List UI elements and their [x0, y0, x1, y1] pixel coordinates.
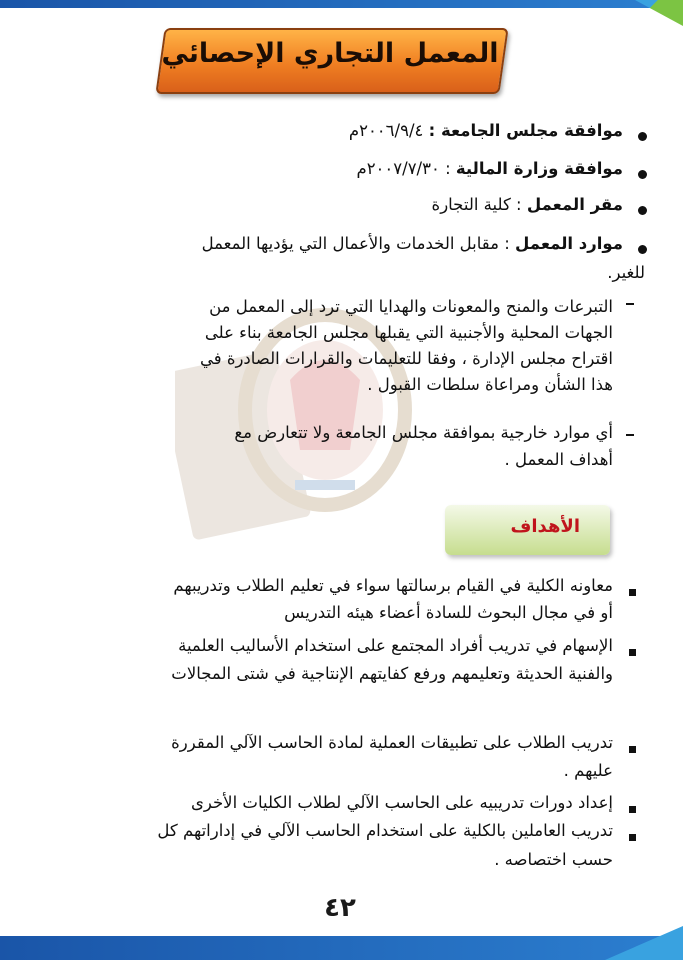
- goal-line: إعداد دورات تدريبيه على الحاسب الآلي لطلاب الكليات الأخرى: [190, 793, 613, 812]
- goal-line: حسب اختصاصه .: [494, 850, 613, 869]
- bullet-dot: [631, 164, 653, 183]
- bullet-square: [621, 798, 643, 817]
- bullet-square: [621, 581, 643, 600]
- goal-line: عليهم .: [563, 761, 613, 780]
- goal-line: الإسهام في تدريب أفراد المجتمع على استخدام الأساليب العلمية: [178, 636, 613, 655]
- bullet-dash: [619, 424, 641, 443]
- resources-sub-line: اقتراح مجلس الإدارة ، وفقا للتعليمات والقرارات الصادرة في: [199, 349, 613, 368]
- bottom-decor-bar: [0, 936, 683, 960]
- bullet-dot: [631, 239, 653, 258]
- goal-line: معاونه الكلية في القيام برسالتها سواء في تعليم الطلاب وتدريبهم: [173, 576, 613, 595]
- lab-location-line: مقر المعمل : كلية التجارة: [431, 195, 623, 214]
- lab-resources-line: موارد المعمل : مقابل الخدمات والأعمال التي يؤديها المعمل: [201, 234, 623, 253]
- lab-resources-cont: للغير.: [607, 263, 645, 282]
- resources-sub-line: الجهات المحلية والأجنبية التي يقبلها مجلس الجامعة بناء على: [204, 323, 613, 342]
- page-number: ٤٢: [324, 893, 356, 923]
- bullet-dash: [619, 293, 641, 312]
- approval-ministry-line: موافقة وزارة المالية : ٢٠٠٧/٧/٣٠م: [356, 159, 623, 178]
- resources-sub-line: التبرعات والمنح والمعونات والهدايا التي ترد إلى المعمل من: [209, 297, 613, 316]
- approval-council-line: موافقة مجلس الجامعة : ٢٠٠٦/٩/٤م: [348, 121, 623, 140]
- bullet-dot: [631, 200, 653, 219]
- goal-line: تدريب الطلاب على تطبيقات العملية لمادة الحاسب الآلي المقررة: [171, 733, 613, 752]
- bullet-dot: [631, 126, 653, 145]
- goal-line: تدريب العاملين بالكلية على استخدام الحاسب الآلي في إداراتهم كل: [157, 821, 613, 840]
- resources-sub-line: أهداف المعمل .: [504, 450, 613, 469]
- bullet-square: [621, 641, 643, 660]
- resources-sub-line: أي موارد خارجية بموافقة مجلس الجامعة ولا تتعارض مع: [234, 423, 613, 442]
- goal-line: أو في مجال البحوث للسادة أعضاء هيئه التدريس: [284, 603, 613, 622]
- page-title: المعمل التجاري الإحصائي: [161, 38, 499, 69]
- bullet-square: [621, 738, 643, 757]
- goal-line: والفنية الحديثة وتعليمهم ورفع كفايتهم الإنتاجية في شتى المجالات: [171, 664, 613, 683]
- goals-heading: الأهداف: [510, 516, 580, 537]
- bullet-square: [621, 826, 643, 845]
- resources-sub-line: هذا الشأن ومراعاة سلطات القبول .: [367, 375, 613, 394]
